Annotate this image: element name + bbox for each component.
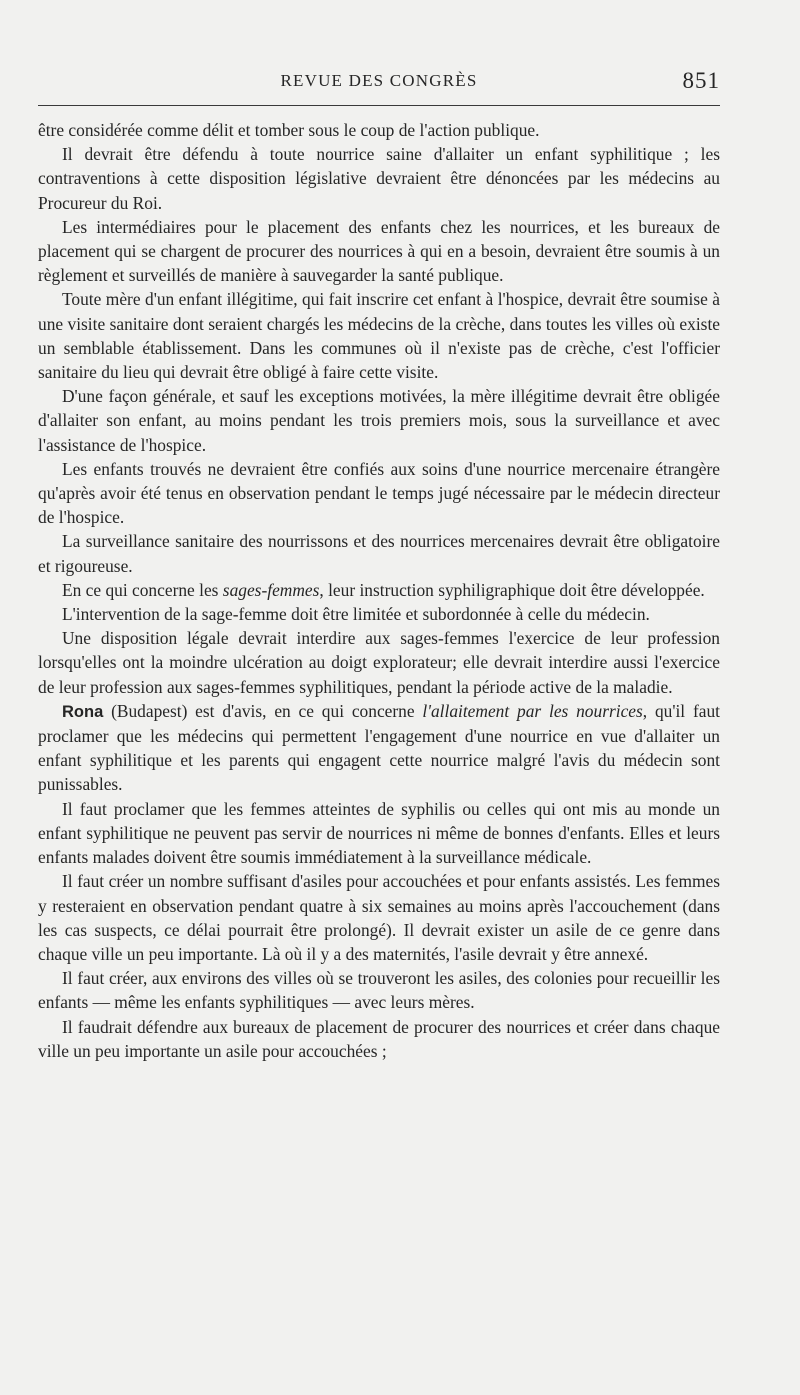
paragraph-text: , qu'il faut proclamer que les médecins qui permettent l'engagement d'une nourrice en vue d'allaiter un enfant syphilitique et les parents qui engagent cette nourrice malgré l'avis du médecin sont punissables. (38, 700, 720, 795)
paragraph: D'une façon générale, et sauf les exceptions motivées, la mère illégitime devrait être obligée d'allaiter son enfant, au moins pendant les trois premiers mois, sous la surveillance et avec l'assistance de l'hospice. (38, 386, 720, 455)
paragraph: Toute mère d'un enfant illégitime, qui fait inscrire cet enfant à l'hospice, devrait être soumise à une visite sanitaire dont seraient chargés les médecins de la crèche, dans toutes les villes où existe un semblable établissement. Dans les communes où il n'existe pas de crèche, c'est l'officier sanitaire du lieu qui devrait être obligé à faire cette visite. (38, 289, 720, 383)
emphasis-text: sages-femmes (222, 579, 320, 600)
paragraph: Il faut créer, aux environs des villes où se trouveront les asiles, des colonies pour recueillir les enfants — même les enfants syphilitiques — avec leurs mères. (38, 968, 720, 1013)
running-head (38, 68, 720, 96)
paragraph: Il faudrait défendre aux bureaux de placement de procurer des nourrices et créer dans chaque ville un peu importante un asile pour accouchées ; (38, 1016, 720, 1061)
page-number: 851 (682, 68, 720, 93)
speaker-name: Rona (62, 702, 104, 721)
emphasis-text: l'allaitement par les nourrices (422, 700, 643, 721)
header-rule (38, 105, 720, 106)
body-text (38, 118, 720, 1063)
paragraph-text: , leur instruction syphiligraphique doit être développée. (319, 579, 705, 600)
paragraph: Les enfants trouvés ne devraient être confiés aux soins d'une nourrice mercenaire étrangère qu'après avoir été tenus en observation pendant le temps jugé nécessaire par le médecin directeur de l'hospice. (38, 458, 720, 528)
paragraph: Une disposition légale devrait interdire aux sages-femmes l'exercice de leur profession lorsqu'elles ont la moindre ulcération au doigt explorateur; elle devrait interdire aussi l'exercice de leur profession aux sages-femmes syphilitiques, pendant la période active de la maladie. (38, 628, 720, 697)
paragraph: Il faut proclamer que les femmes atteintes de syphilis ou celles qui ont mis au monde un enfant syphilitique ne peuvent pas servir de nourrices ni même de bonnes d'enfants. Elles et leurs enfants malades doivent être soumis immédiatement à la surveillance médicale. (38, 798, 720, 868)
paragraph: L'intervention de la sage-femme doit être limitée et subordonnée à celle du médecin. (62, 604, 650, 625)
paragraph-text: (Budapest) est d'avis, en ce qui concerne (103, 700, 423, 721)
paragraph-sages-femmes (38, 578, 720, 602)
paragraph: Les intermédiaires pour le placement des enfants chez les nourrices, et les bureaux de placement qui se chargent de procurer des nourrices à qui en a besoin, devraient être soumis à un règlement et surveillés de manière à sauvegarder la santé publique. (38, 216, 720, 286)
paragraph-rona (38, 699, 720, 797)
paragraph: Il devrait être défendu à toute nourrice saine d'allaiter un enfant syphilitique ; les contraventions à cette disposition législative devraient être dénoncées par les médecins au Procureur du Roi. (38, 144, 720, 213)
paragraph: être considérée comme délit et tomber sous le coup de l'action publique. (38, 120, 540, 140)
paragraph: La surveillance sanitaire des nourrissons et des nourrices mercenaires devrait être obligatoire et rigoureuse. (38, 531, 720, 576)
paragraph-text: En ce qui concerne les (62, 579, 223, 600)
paragraph: Il faut créer un nombre suffisant d'asiles pour accouchées et pour enfants assistés. Les femmes y resteraient en observation pendant quatre à six semaines au moins après l'accouchement (dans les cas suspects, ce délai pourrait être prolongé). Il devrait exister un asile de ce genre dans chaque ville un peu importante. Là où il y a des maternités, l'asile devrait y être annexé. (38, 871, 720, 964)
running-title: REVUE DES CONGRÈS (280, 71, 478, 90)
